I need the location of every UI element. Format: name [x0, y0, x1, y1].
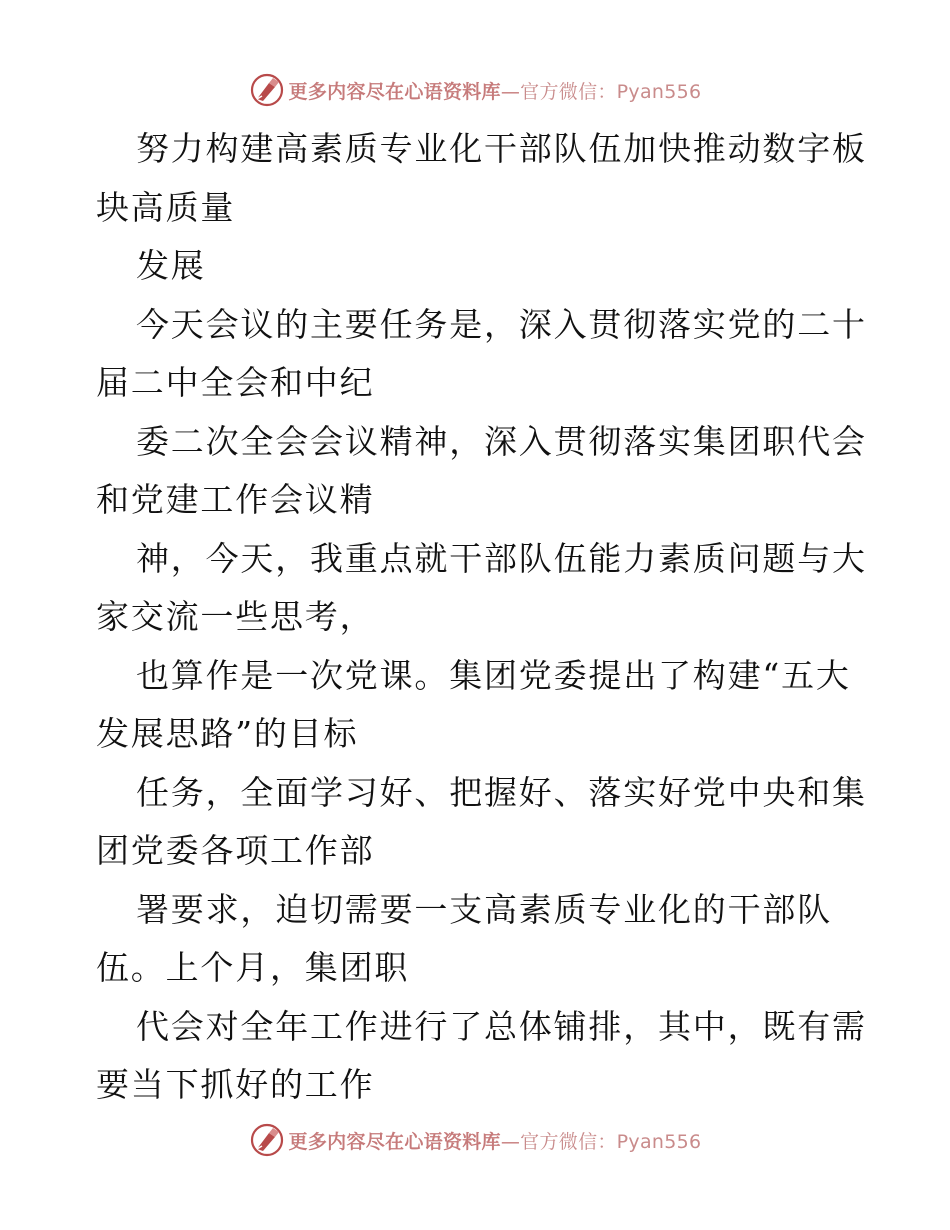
document-line: 块高质量: [96, 187, 236, 227]
header-watermark: [0, 70, 950, 110]
document-line: 要当下抓好的工作: [96, 1065, 375, 1104]
watermark-site: 更多内容尽在心语资料库: [288, 80, 501, 103]
watermark-site: 更多内容尽在心语资料库: [288, 1130, 501, 1153]
document-line: 署要求，迫切需要一支高素质专业化的干部队: [136, 889, 832, 929]
document-line: 届二中全会和中纪: [96, 363, 375, 402]
document-line: 代会对全年工作进行了总体铺排，其中，既有需: [136, 1006, 867, 1046]
document-line: 和党建工作会议精: [96, 480, 375, 519]
watermark-text: [289, 77, 702, 104]
document-line: 委二次全会会议精神，深入贯彻落实集团职代会: [136, 421, 867, 461]
pen-nib-logo-icon: [249, 72, 285, 108]
document-line: 神，今天，我重点就干部队伍能力素质问题与大: [136, 538, 867, 578]
document-line: 任务，全面学习好、把握好、落实好党中央和集: [136, 772, 867, 812]
document-line: 也算作是一次党课。集团党委提出了构建“五大: [136, 655, 851, 695]
document-line: 发展: [136, 246, 206, 285]
watermark-contact: 官方微信：Pyan556: [520, 80, 702, 103]
pen-nib-logo-icon: [249, 1122, 285, 1158]
watermark-text: [289, 1127, 702, 1154]
footer-watermark: [0, 1120, 950, 1160]
watermark-dash: —: [500, 1130, 521, 1153]
watermark-contact: 官方微信：Pyan556: [520, 1130, 702, 1153]
document-line: 今天会议的主要任务是，深入贯彻落实党的二十: [136, 304, 867, 344]
document-line: 发展思路”的目标: [96, 714, 359, 753]
document-line: 团党委各项工作部: [96, 831, 375, 870]
document-line: 家交流一些思考，: [96, 597, 375, 636]
watermark-dash: —: [500, 80, 521, 103]
document-body: [96, 120, 867, 1115]
document-line: 伍。上个月，集团职: [96, 948, 410, 987]
document-line: 努力构建高素质专业化干部队伍加快推动数字板: [136, 129, 867, 168]
